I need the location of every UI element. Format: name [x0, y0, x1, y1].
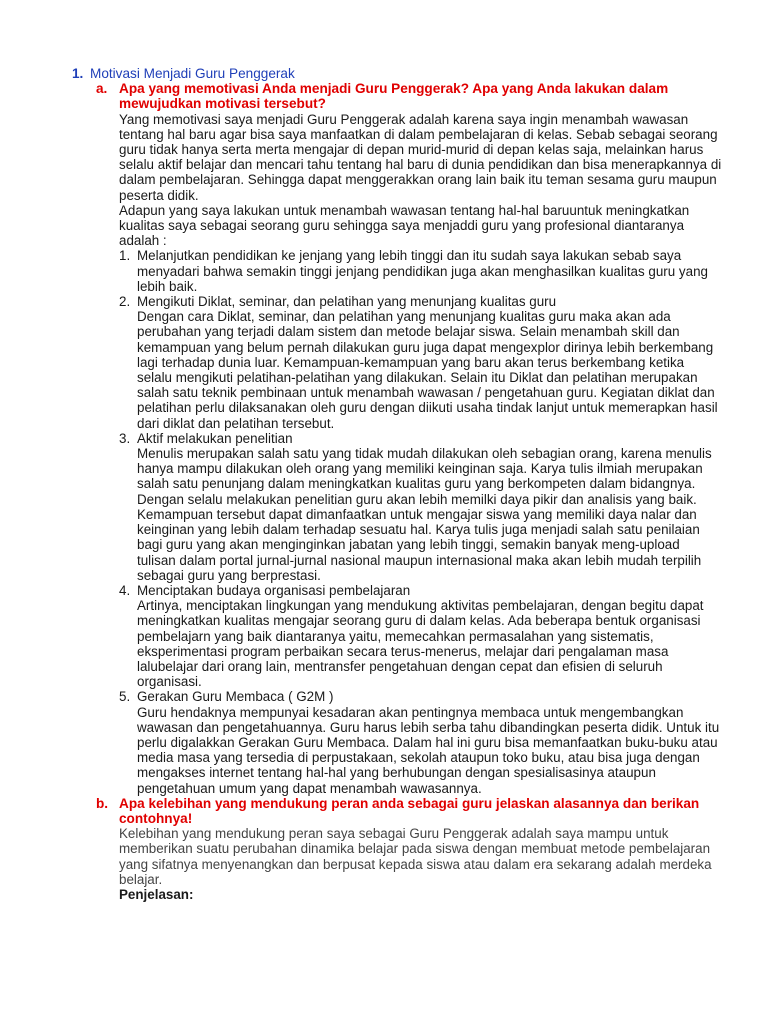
list-item-2: [0, 294, 768, 431]
list-item-title: Aktif melakukan penelitian: [137, 430, 293, 446]
list-item-title: Gerakan Guru Membaca ( G2M ): [137, 689, 334, 705]
list-item-4: [0, 583, 768, 689]
list-item-1: [0, 248, 768, 294]
list-item-3: [0, 431, 768, 583]
answer-b-paragraph: Kelebihan yang mendukung peran saya sebagai Guru Penggerak adalah saya mampu untuk memberikan suatu perubahan dinamika belajar pada siswa dengan membuat metode pembelajaran yang sifatnya menyenangkan dan berpusat kepada siswa atau dalam era sekarang adalah merdeka belajar.: [119, 826, 712, 887]
question-a-letter: a.: [96, 81, 108, 97]
list-item-title: Melanjutkan pendidikan ke jenjang yang lebih tinggi dan itu sudah saya lakukan sebab saya menyadari bahwa semakin tinggi jenjang pendidikan juga akan menghasilkan kualitas guru yang lebih baik.: [137, 248, 708, 294]
list-item-title: Menciptakan budaya organisasi pembelajaran: [137, 582, 411, 598]
answer-a-paragraph-2: Adapun yang saya lakukan untuk menambah wawasan tentang hal-hal baruuntuk meningkatkan kualitas saya sebagai seorang guru sehingga saya menjaddi guru yang profesional diantaranya adalah :: [119, 202, 690, 249]
section-heading: [0, 66, 768, 81]
question-b-letter: b.: [96, 795, 109, 811]
question-b: [0, 796, 768, 826]
list-item-body: Guru hendaknya mempunyai kesadaran akan pentingnya membaca untuk mengembangkan wawasan dan pengetahuannya. Guru harus lebih serba tahu dibandingkan peserta didik. Untuk itu perlu digalakkan Gerakan Guru Membaca. Dalam hal ini guru bisa memanfaatkan buku-buku atau media masa yang tersedia di perpustakaan, sekolah ataupun toko buku, atau bisa juga dengan mengakses internet tentang hal-hal yang berhubungan dengan spesialisasinya ataupun pengetahuan umum yang dapat menambah wawasannya.: [137, 704, 720, 796]
question-b-text: Apa kelebihan yang mendukung peran anda sebagai guru jelaskan alasannya dan berikan contohnya!: [119, 795, 700, 826]
list-item-number: 1.: [119, 248, 131, 264]
list-item-body: Menulis merupakan salah satu yang tidak mudah dilakukan oleh sebagian orang, karena menulis hanya mampu dilakukan oleh orang yang memiliki keinginan saja. Karya tulis ilmiah merupakan salah satu penunjang dalam meningkatkan kualitas guru yang berkompeten dalam bidangnya. Dengan selalu melakukan penelitian guru akan lebih memilki daya pikir dan analisis yang baik. Kemampuan tersebut dapat dimanfaatkan untuk mengajar siswa yang memiliki daya nalar dan keinginan yang lebih dalam terhadap sesuatu hal. Karya tulis juga menjadi salah satu penilaian bagi guru yang akan menginginkan jabatan yang lebih tinggi, semakin banyak meng-upload tulisan dalam portal jurnal-jurnal nasional maupun internasional maka akan lebih mudah terpilih sebagai guru yang berprestasi.: [137, 446, 712, 583]
list-item-number: 4.: [119, 582, 131, 598]
answer-a-paragraph-1: Yang memotivasi saya menjadi Guru Penggerak adalah karena saya ingin menambah wawasan tentang hal baru agar bisa saya manfaatkan di dalam pembelajaran di kelas. Sebab sebagai seorang guru tidak hanya serta merta mengajar di depan murid-murid di depan kelas saja, melainkan harus selalu aktif belajar dan mencari tahu tentang hal baru di dunia pendidikan dan bisa menerapkannya di dalam pembelajaran. Sehingga dapat menggerakkan orang lain baik itu teman sesama guru maupun peserta didik.: [119, 111, 722, 203]
list-item-number: 3.: [119, 430, 131, 446]
section-number: 1.: [72, 66, 84, 81]
question-a: [0, 81, 768, 111]
document-page: [0, 66, 768, 902]
list-item-number: 5.: [119, 689, 131, 705]
question-a-text: Apa yang memotivasi Anda menjadi Guru Penggerak? Apa yang Anda lakukan dalam mewujudkan motivasi tersebut?: [119, 81, 669, 112]
list-item-title: Mengikuti Diklat, seminar, dan pelatihan yang menunjang kualitas guru: [137, 294, 557, 310]
answer-b-label: Penjelasan:: [119, 886, 194, 902]
section-title: Motivasi Menjadi Guru Penggerak: [90, 66, 295, 81]
list-item-number: 2.: [119, 294, 131, 310]
list-item-5: [0, 689, 768, 795]
list-item-body: Dengan cara Diklat, seminar, dan pelatihan yang menunjang kualitas guru maka akan ada perubahan yang terjadi dalam sistem dan metode belajar siswa. Selain menambah skill dan kemampuan yang belum pernah dilakukan guru juga dapat mengexplor dirinya lebih berkembang lagi terhadap dunia luar. Kemampuan-kemampuan yang baru akan terus berkembang ketika selalu mengikuti pelatihan-pelatihan yang dilakukan. Selain itu Diklat dan pelatihan merupakan salah satu teknik pembinaan untuk menambah wawasan / pengetahuan guru. Kegiatan diklat dan pelatihan perlu dilaksanakan oleh guru dengan diikuti usaha tindak lanjut untuk memerapkan hasil dari diklat dan pelatihan tersebut.: [137, 309, 718, 431]
list-item-body: Artinya, menciptakan lingkungan yang mendukung aktivitas pembelajaran, dengan begitu dapat meningkatkan kualitas mengajar seorang guru di dalam kelas. Ada beberapa bentuk organisasi pembelajarn yang baik diantaranya yaitu, memecahkan permasalahan yang sistematis, eksperimentasi program perbaikan secara terus-menerus, melajar dari pengalaman masa lalubelajar dari orang lain, mentransfer pengetahuan dengan cepat dan efisien di seluruh organisasi.: [137, 598, 704, 690]
